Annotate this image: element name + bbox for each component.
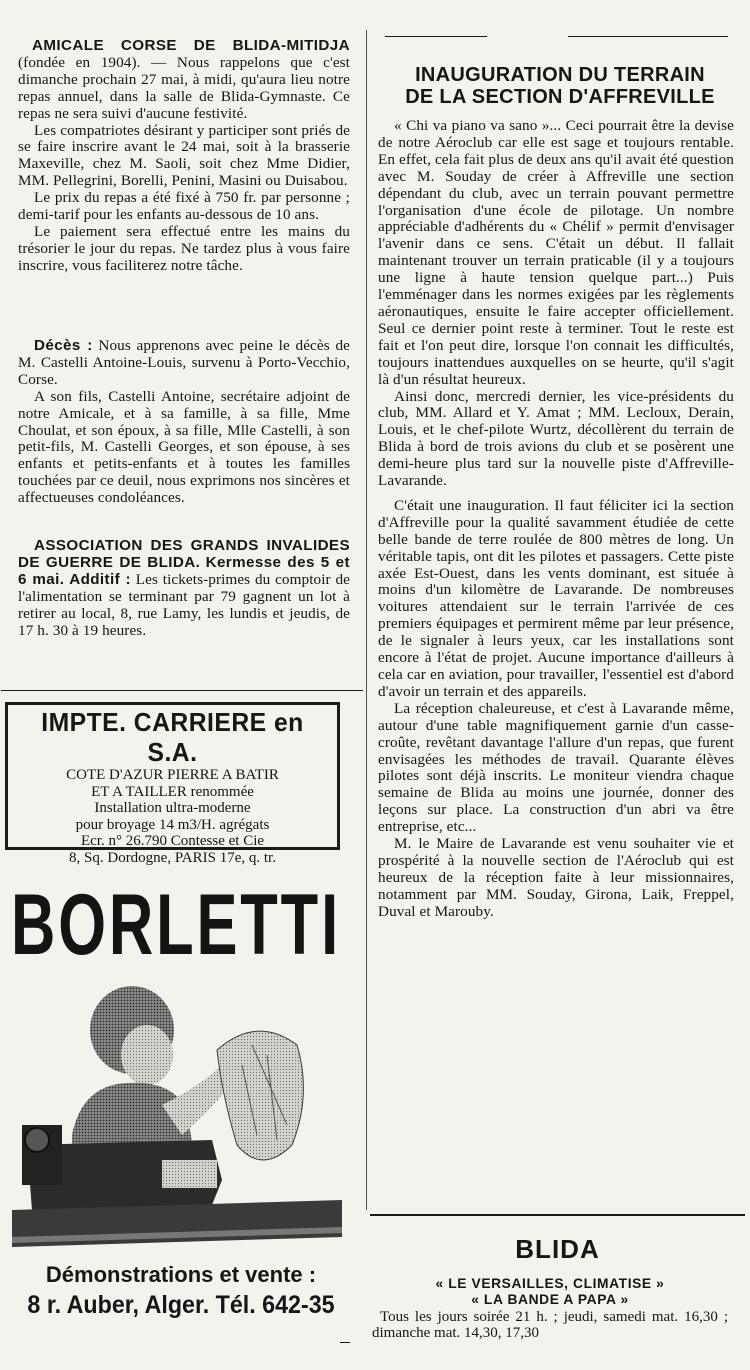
column-divider — [366, 30, 367, 1210]
figure-face — [121, 1025, 173, 1085]
ad-line-1: COTE D'AZUR PIERRE A BATIR — [66, 767, 279, 783]
ad-line-4: pour broyage 14 m3/H. agrégats — [75, 816, 270, 833]
borletti-address-line: 8 r. Auber, Alger. Tél. 642-35 — [27, 1291, 335, 1319]
headline-line-2: DE LA SECTION D'AFFREVILLE — [405, 86, 715, 108]
blida-line-3: Tous les jours soirée 21 h. ; jeudi, samedi mat. 16,30 ; dimanche mat. 14,30, 17,30 — [372, 1308, 728, 1342]
blida-line-1: « LE VERSAILLES, CLIMATISE » — [435, 1276, 665, 1291]
headline-line-1: INAUGURATION DU TERRAIN — [415, 64, 705, 86]
bottom-rule — [340, 1342, 350, 1343]
amicale-text-1: (fondée en 1904). — Nous rappelons que c'est dimanche prochain 27 mai, à midi, qu'aura lieu notre repas annuel, dans la salle de Blida-Gymnaste. Ce repas ne sera suivi d'aucune festivité. — [18, 53, 350, 122]
inauguration-paragraph-4: La réception chaleureuse, et c'est à Lavarande même, autour d'une table magnifiquement garnie d'un casse-croûte, revêtant davantage l'allure d'un repas, que furent envisagées les méthodes de travail. Quarante élèves pilotes sont déjà inscrits. Le moniteur viendra chaque semaine de Blida au moins une journée, donner des leçons sur place. La construction d'un abri va être entreprise, etc... — [378, 699, 734, 836]
deces-heading: Décès : — [34, 337, 93, 354]
ad-line-2: ET A TAILLER renommée — [91, 783, 254, 800]
amicale-text-2: Les compatriotes désirant y participer sont priés de se faire inscrire avant le 24 mai, soit à la brasserie Maxeville, chez M. Saoli, soit chez Mme Didier, MM. Pellegrini, Borelli, Penini, Masini ou Duisabou. — [18, 121, 350, 190]
blida-separator-rule — [370, 1214, 745, 1216]
carriere-advertisement — [5, 702, 340, 866]
top-rule-left — [385, 36, 487, 37]
blida-cinema-listing — [372, 1276, 728, 1342]
deces-article — [18, 338, 350, 507]
ad-line-3: Installation ultra-moderne — [94, 800, 251, 816]
ad-line-6: 8, Sq. Dordogne, PARIS 17e, q. tr. — [69, 849, 276, 866]
inauguration-paragraph-2: Ainsi donc, mercredi dernier, les vice-présidents du club, MM. Allard et Y. Amat ; MM. Lecloux, Derain, Louis, et le chef-pilote Wurtz, décollèrent du terrain de Blida à bord de trois avions du club et se posèrent une demi-heure plus tard sur la nouvelle piste d'Affreville-Lavarande. — [378, 387, 734, 490]
left-separator-rule — [1, 690, 363, 691]
top-rule-right — [568, 36, 728, 37]
inauguration-paragraph-1: « Chi va piano va sano »... Ceci pourrait être la devise de notre Aéroclub car elle est sage et toujours rentable. En effet, cela fait plus de deux ans qu'il avait été question avec M. Souday de créer à Affreville une section dépendant du club, avec un terrain pouvant permettre l'organisation d'une école de pilotage. Un nombre appréciable d'adhérents du « Chélif » permit d'envisager l'avenir dans ce sens. C'était un début. Il fallait maintenant trouver un terrain praticable (il y a toujours une ligne à haute tension quelque part...) Puis l'emménager dans les normes exigées par les règlements aéronautiques, ensuite le faire accepter officiellement. Seul ce dernier point reste à terminer. Tout le reste est fait et l'on peut dire, lorsque l'on connait les difficultés, toujours inattendues auxquelles on se heurte, qu'il s'agit là d'un résultat heureux. — [378, 117, 734, 388]
deces-text-2: A son fils, Castelli Antoine, secrétaire adjoint de notre Amicale, et à sa famille, à sa fille, Mme Choulat, et son époux, à sa fille, Mlle Castelli, à son petit-fils, M. Castelli Georges, et son épouse, à ses enfants et petits-enfants et à toutes les familles touchées par ce deuil, nous exprimons nos sincères et affectueuses condoléances. — [18, 387, 350, 507]
amicale-text-4: Le paiement sera effectué entre les mains du trésorier le jour du repas. Ne tardez plus à vous faire inscrire, vous faciliterez notre tâche. — [18, 222, 350, 274]
machine-faceplate — [162, 1160, 217, 1188]
borletti-demo-line: Démonstrations et vente : — [45, 1262, 317, 1287]
amicale-corse-article — [18, 38, 350, 275]
association-text-1: Les tickets-primes du comptoir de l'alimentation se terminant par 79 gagnent un lot à retirer au local, 8, rue Lamy, les lundis et jeudis, de 17 h. 30 à 19 heures. — [18, 570, 350, 639]
inauguration-article — [378, 118, 734, 921]
amicale-heading: AMICALE CORSE DE BLIDA-MITIDJA — [32, 37, 350, 54]
association-article — [18, 538, 350, 639]
amicale-text-3: Le prix du repas a été fixé à 750 fr. par personne ; demi-tarif pour les enfants au-dessous de 10 ans. — [18, 189, 350, 224]
sewing-machine-illustration — [12, 975, 342, 1255]
deces-text-1: Nous apprenons avec peine le décès de M. Castelli Antoine-Louis, survenu à Porto-Vecchio, Corse. — [18, 337, 350, 388]
association-heading: ASSOCIATION DES GRANDS INVALIDES DE GUERRE DE BLIDA. — [18, 537, 350, 571]
inauguration-headline — [390, 64, 730, 108]
garment — [217, 1031, 303, 1160]
ad-title: IMPTE. CARRIERE en S.A. — [41, 707, 304, 767]
ad-line-5: Ecr. n° 26.790 Contesse et Cie — [80, 833, 265, 849]
ad-lines — [14, 767, 331, 866]
blida-title: BLIDA — [515, 1234, 600, 1264]
blida-line-2: « LA BANDE A PAPA » — [471, 1292, 629, 1308]
association-subheading: Kermesse des 5 et 6 mai. Additif : — [18, 553, 350, 588]
borletti-wordmark — [6, 882, 346, 966]
handwheel — [25, 1128, 49, 1152]
borletti-brand-text: BORLETTI — [11, 882, 341, 966]
inauguration-paragraph-3: C'était une inauguration. Il faut féliciter ici la section d'Affreville pour la qualité savamment étudiée de cette belle bande de terre roulée de 800 mètres de long. Un véritable tapis, ont dit les pilotes et passagers. Cette piste axée Est-Ouest, dans les vents dominant, est située à moins d'un kilomètre de Lavarande. De nombreuses voitures attendaient sur le terrain l'arrivée de ces premiers équipages et permirent même par leur présence, de le signaler à leurs yeux, car les installations sont encore à l'état de projet. Aucune importance d'ailleurs à cela car en aviation, pour travailler, l'essentiel est d'abord d'avoir un terrain et des appareils. — [378, 496, 734, 700]
inauguration-paragraph-5: M. le Maire de Lavarande est venu souhaiter vie et prospérité à la nouvelle section de l'Aéroclub qui est heureux de la réception faite à leur missionnaires, notamment par MM. Souday, Girona, Laik, Freppel, Duval et Marouby. — [378, 835, 734, 920]
